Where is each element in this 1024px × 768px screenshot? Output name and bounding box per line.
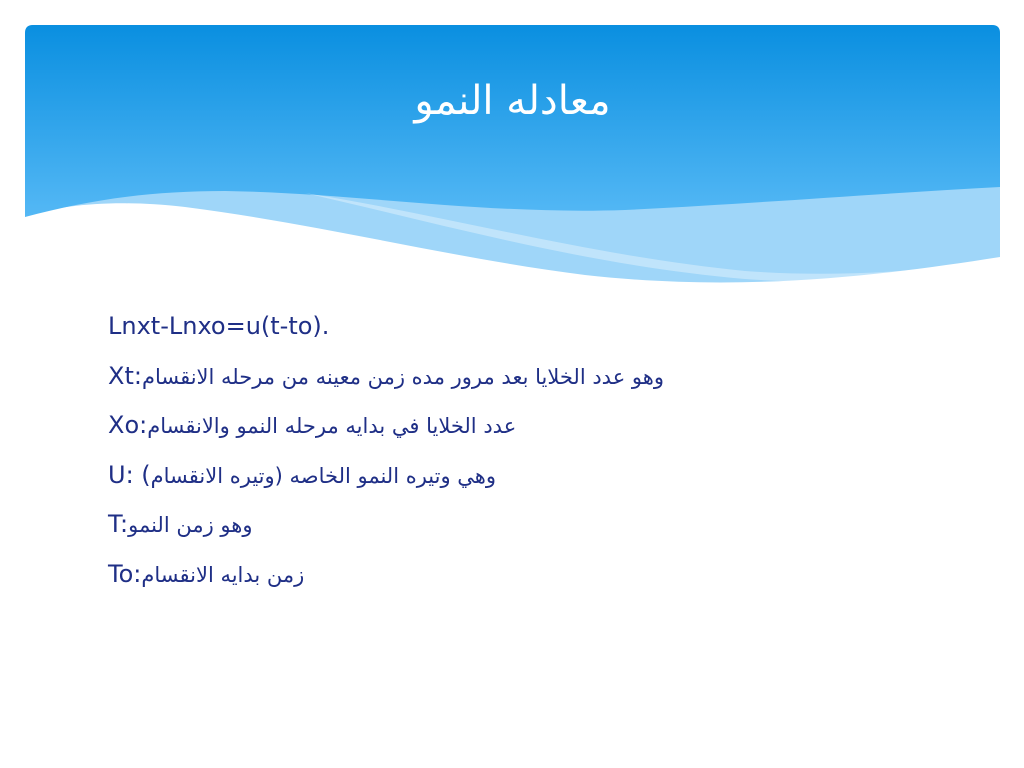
definition-line-to	[108, 556, 928, 606]
header-wave-banner	[25, 25, 1000, 295]
term-xo: Xo:	[108, 411, 148, 439]
definition-line-u	[108, 457, 928, 507]
term-to: To:	[108, 559, 142, 588]
term-u: U: (	[108, 460, 151, 489]
equation-line	[108, 308, 928, 358]
equation-text: Lnxt-Lnxo=u(t-to).	[108, 312, 330, 340]
definition-to: زمن بدايه الانقسام	[141, 562, 305, 587]
term-t: T:	[108, 510, 129, 538]
definition-line-t	[108, 506, 928, 556]
equation-content	[108, 308, 928, 605]
definition-u: وهي وتيره النمو الخاصه (وتيره الانقسام	[150, 463, 497, 488]
definition-line-xo	[108, 407, 928, 457]
definition-xo: عدد الخلايا في بدايه مرحله النمو والانقسام	[147, 414, 517, 438]
definition-line-xt	[108, 358, 928, 408]
definition-t: وهو زمن النمو	[128, 513, 253, 537]
term-xt: Xt:	[108, 361, 142, 390]
slide-title: معادله النمو	[414, 78, 611, 124]
definition-xt: وهو عدد الخلايا بعد مرور مده زمن معينه من مرحله الانقسام	[141, 364, 664, 389]
